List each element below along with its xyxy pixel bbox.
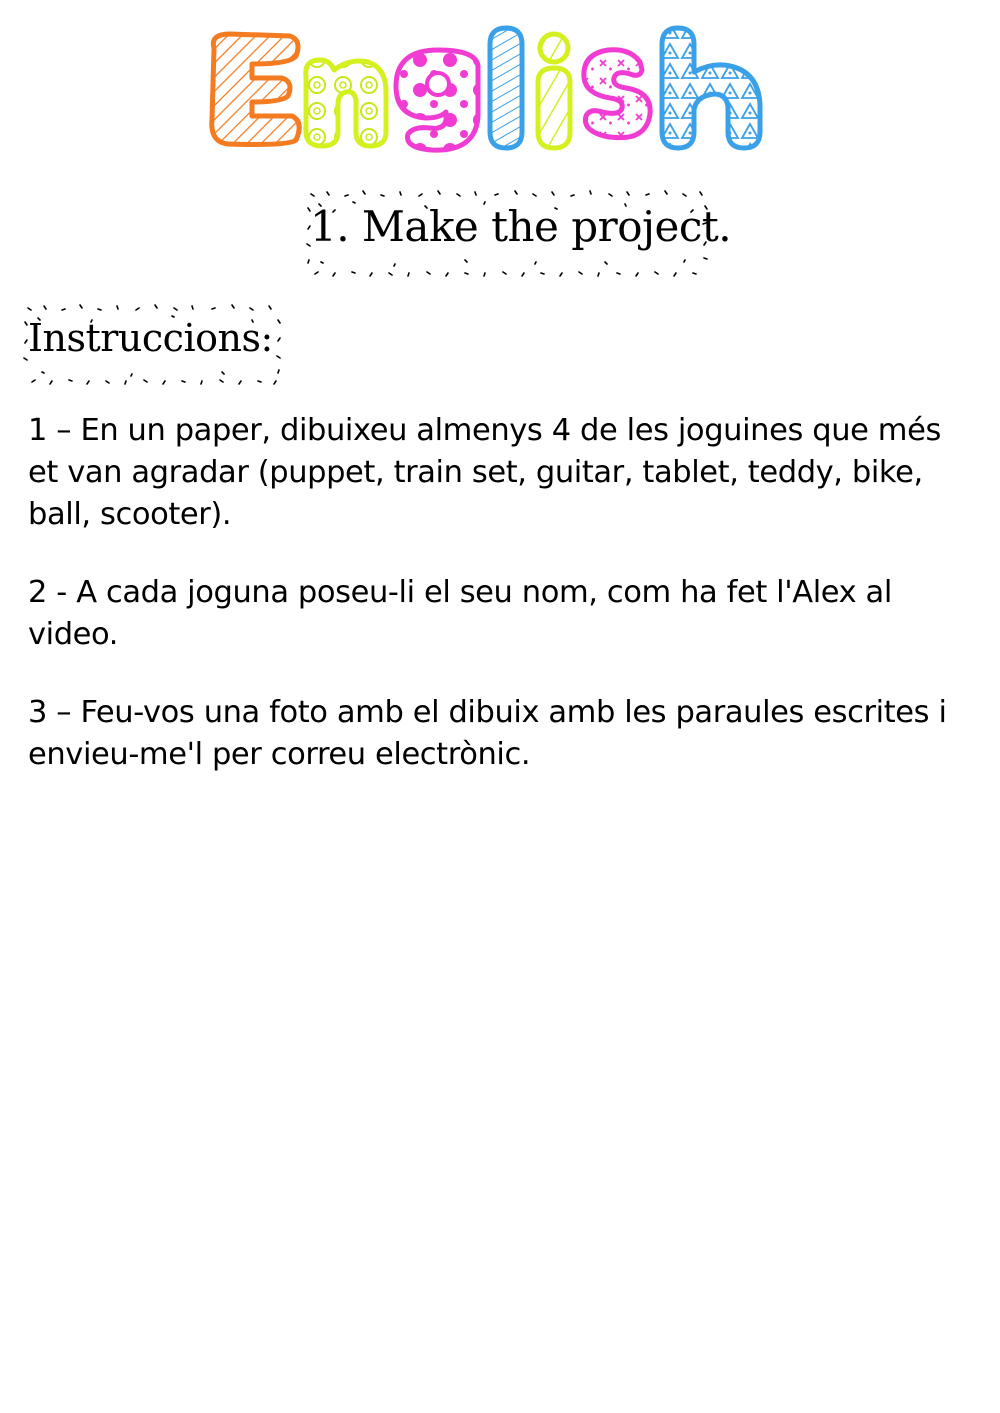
instructions-heading <box>22 302 284 388</box>
letter-i <box>538 34 570 148</box>
instructions-list <box>28 410 968 812</box>
title-logo <box>200 20 790 160</box>
letter-e <box>212 34 299 145</box>
instructions-heading-text: Instruccions: <box>28 316 273 360</box>
heading-text: 1. Make the project. <box>310 202 732 251</box>
letter-l <box>490 28 522 148</box>
letter-n <box>306 60 386 146</box>
letter-s <box>584 50 650 138</box>
instruction-item: 2 - A cada joguna poseu-li el seu nom, com ha fet l'Alex al video. <box>28 575 892 652</box>
title-lettering <box>200 20 790 160</box>
instruction-item: 1 – En un paper, dibuixeu almenys 4 de les joguines que més et van agradar (puppet, train set, guitar, tablet, teddy, bike, ball, scooter). <box>28 413 941 532</box>
section-heading <box>305 188 732 280</box>
letter-g <box>396 50 478 150</box>
instruction-item: 3 – Feu-vos una foto amb el dibuix amb les paraules escrites i envieu-me'l per correu electrònic. <box>28 695 947 772</box>
letter-h <box>662 28 760 148</box>
